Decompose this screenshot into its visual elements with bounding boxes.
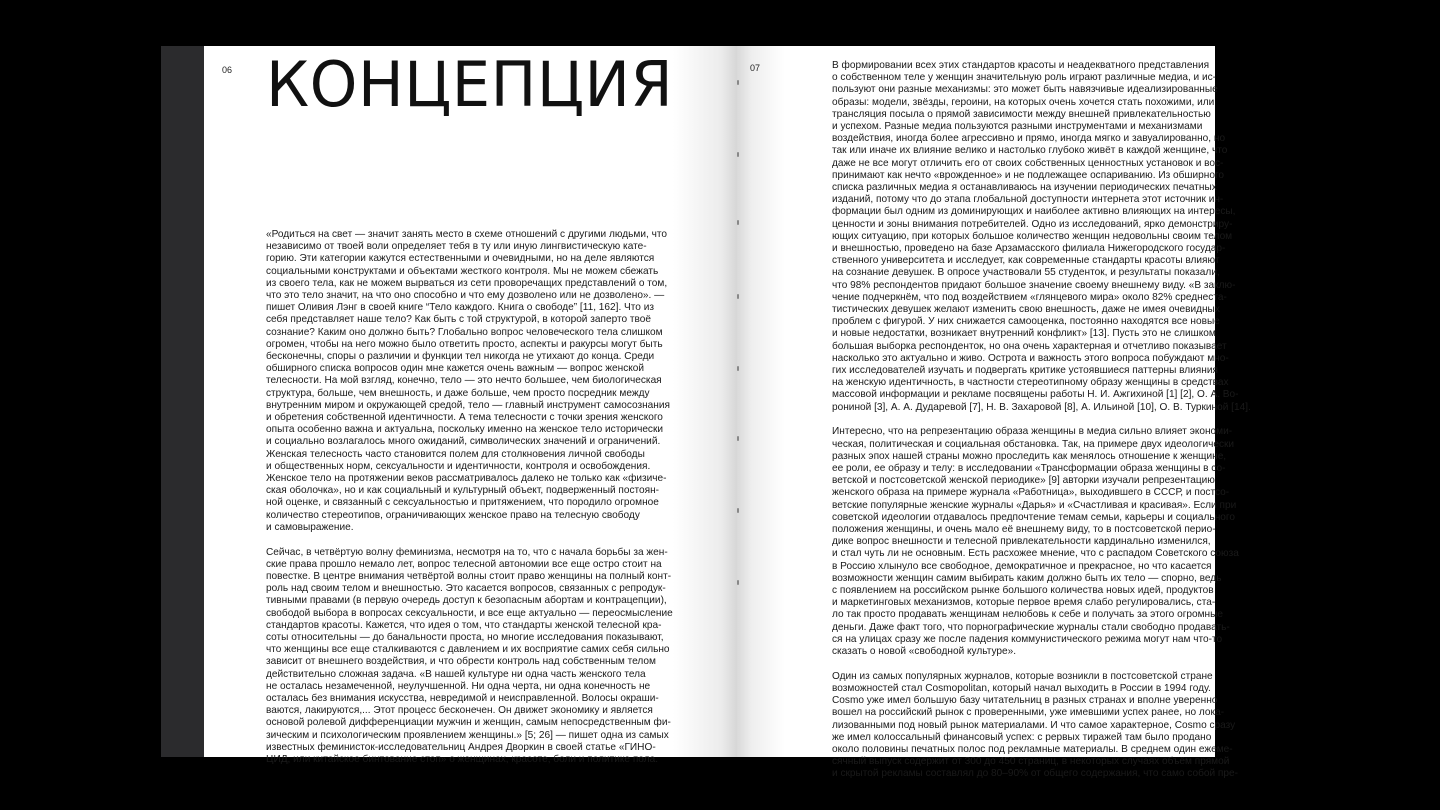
text-line: около половины печатных полос под рекламные материалы. В среднем один ежеме-	[832, 743, 1233, 755]
text-line: ценности и зоны внимания потребителей. Одно из исследований, ярко демонстриру-	[832, 218, 1233, 230]
text-line: Интересно, что на репрезентацию образа женщины в медиа сильно влияет экономи-	[832, 426, 1233, 438]
text-line: Женская телесность часто становится полем для столкновения личной свободы	[266, 448, 645, 460]
text-line: что это тело значит, на что оно способно и что ему дозволено или не дозволено». —	[266, 290, 665, 302]
text-line: лизованными под новый рынок материалами. И что самое характерное, Cosmo сразу	[832, 719, 1236, 731]
text-line: и новые недостатки, возникает внутренний конфликт» [13]. Пусть это не слишком	[832, 328, 1216, 340]
paragraph	[266, 229, 676, 534]
text-line: чение подчеркнём, что под воздействием «глянцевого мира» около 82% среднеста-	[832, 291, 1227, 303]
book-cover-edge	[161, 46, 205, 757]
text-line: сознание? Каким оно должно быть? Глобально вопрос человеческого тела слишком	[266, 326, 663, 338]
text-line: гих исследователей изучать и подвергать критике устоявшиеся паттерны влияния	[832, 365, 1218, 377]
text-line: и скрытой рекламы составлял до 80–90% от общего содержания, что само собой пре-	[832, 768, 1238, 780]
text-line: пишет Оливия Лэнг в своей книге “Тело каждого. Книга о свободе” [11, 162]. Что из	[266, 302, 654, 314]
text-line: ся на улицах сразу же после падения коммунистического режима могут нам что-то	[832, 633, 1223, 645]
text-line: с появлением на российском рынке большого количества новых идей, продуктов	[832, 585, 1214, 597]
text-line: социальными конструктами и объектами жесткого контроля. Мы не можем сбежать	[266, 265, 659, 277]
text-line: сячный выпуск содержит от 300 до 450 страниц, в некоторых случаях объём прямой	[832, 756, 1230, 768]
text-line: осталась без внимания искусства, невредимой и неисправленной. Волосы окраши-	[266, 693, 659, 705]
text-line: на сознание девушек. В опросе участвовали 55 студенток, и результаты показали,	[832, 267, 1220, 279]
text-line: так или иначе их влияние велико и настолько глубоко живёт в каждой женщине, что	[832, 145, 1228, 157]
text-line: Сейчас, в четвёртую волну феминизма, несмотря на то, что с начала борьбы за жен-	[266, 546, 668, 558]
paragraph	[832, 670, 1238, 781]
text-line: и успехом. Разные медиа пользуются разными инструментами и механизмами	[832, 121, 1203, 133]
text-line: вошел на российский рынок с проверенными, уже имевшими успех ранее, но лока-	[832, 707, 1225, 719]
text-line: горию. Эти категории кажутся естественными и очевидными, но на деле являются	[266, 253, 655, 265]
text-line: формации был одним из доминирующих и наиболее активно влияющих на интересы,	[832, 206, 1236, 218]
binding-gutter	[737, 80, 739, 640]
text-line: советской идеологии отдавалось предпочтение темам семьи, карьеры и социального	[832, 511, 1235, 523]
text-line: роль над своим телом и внешностью. Это касается вопросов, связанных с репродук-	[266, 583, 666, 595]
text-line: изданий, потому что до этапа глобальной доступности интернета этот источник ин-	[832, 194, 1224, 206]
right-body-text	[832, 60, 1251, 781]
text-line: ская оболочка», но и как социальный и культурный объект, подверженный постоян-	[266, 485, 660, 497]
paragraph	[832, 60, 1251, 414]
text-line: что 98% респондентов придают большое значение своему внешнему виду. «В заклю-	[832, 279, 1236, 291]
text-line: рониной [3], А. А. Дударевой [7], Н. В. Захаровой [8], А. Ильиной [10], О. В. Туркиной [14].	[832, 401, 1251, 413]
text-line: что женщины все еще сталкиваются с давлением и их восприятие самих себя сильно	[266, 644, 670, 656]
text-line: насколько это актуально и живо. Острота и важность этого вопроса побуждают мно-	[832, 352, 1229, 364]
text-line: Cosmo уже имел большую базу читательниц в разных странах и вполне уверенно	[832, 695, 1218, 707]
text-line: сказать о новой «свободной культуре».	[832, 646, 1017, 658]
text-line: возможности женщин самим выбирать каким должно быть их тело — спорно, ведь	[832, 572, 1222, 584]
text-line: же имел колоссальный финансовый успех: с рервых тиражей там было продано	[832, 731, 1212, 743]
text-line: и обретения собственной идентичности. А тема телесности с точки зрения женского	[266, 412, 663, 424]
text-line: Женское тело на протяжении веков рассматривалось далеко не только как «физиче-	[266, 473, 667, 485]
text-line: ветской и постсоветской женской периодике» [9] авторки изучали репрезентацию	[832, 475, 1215, 487]
text-line: и маркетинговых механизмов, которые первое время слабо регулировались, ста-	[832, 597, 1216, 609]
text-line: телесности. На мой взгляд, конечно, тело — это нечто большее, чем биологическая	[266, 375, 662, 387]
page-title: КОНЦЕПЦИЯ	[266, 48, 674, 121]
text-line: пользуют они разные механизмы: это может быть навязчивые идеализированные	[832, 84, 1218, 96]
text-line: ветские популярные женские журналы «Дарья» и «Счастливая и красивая». Если при	[832, 499, 1237, 511]
page-number-left: 06	[222, 65, 233, 75]
text-line: ческая, политическая и социальная обстановка. Так, на примере двух идеологически	[832, 438, 1235, 450]
text-line: дике вопрос внешности и телесной привлекательности кардинально изменился,	[832, 536, 1211, 548]
text-line: образы: модели, звёзды, героини, на которых очень хочется стать похожими, или	[832, 96, 1215, 108]
text-line: соты относительны — до банальности проста, но многие исследования показывают,	[266, 632, 664, 643]
text-line: ские права прошло немало лет, вопрос телесной автономии все еще остро стоит на	[266, 558, 662, 570]
text-line: основой ролевой дифференциации мужчин и женщин, самым непосредственным фи-	[266, 717, 671, 729]
text-line: огромен, чтобы на него можно было ответить просто, аспекты и ракурсы могут быть	[266, 338, 663, 350]
paragraph-gap	[832, 414, 1208, 427]
text-line: о собственном теле у женщин значительную роль играют различные медиа, и ис-	[832, 72, 1217, 84]
text-line: ваются, лакируются,... Этот процесс бесконечен. Он движет экономику и является	[266, 705, 653, 717]
text-line: не осталась незамеченной, неулучшенной. Ни одна черта, ни одна конечность не	[266, 680, 651, 692]
text-line: тивными правами (в первую очередь доступ к безопасным абортам и контрацепции),	[266, 595, 667, 607]
text-line: и стал чуть ли не основным. Есть расхожее мнение, что с распадом Советского союза	[832, 548, 1239, 560]
text-line: количество стереотипов, ограничивающих женское право на телесную свободу	[266, 509, 640, 521]
text-line: В формировании всех этих стандартов красоты и неадекватного представления	[832, 60, 1210, 71]
text-line: и самовыражение.	[266, 521, 354, 533]
text-line: проблем с фигурой. У них снижается самооценка, постоянно находятся все новые	[832, 316, 1220, 328]
text-line: принимают как нечто «врожденное» и не подлежащее оспариванию. Из обширного	[832, 169, 1225, 181]
text-line: на женскую идентичность, в частности стереотипному образу женщины в средствах	[832, 377, 1229, 389]
text-line: повестке. В центре внимания четвёртой волны стоит право женщины на полный конт-	[266, 570, 672, 582]
text-line: и социально возлагалось много ожиданий, символических значений и ограничений.	[266, 436, 661, 448]
text-line: большая выборка респонденток, но она очень характерная и отчетливо показывает	[832, 340, 1227, 352]
text-line: воздействия, иногда более агрессивно и прямо, иногда мягко и завуалированно, но	[832, 133, 1226, 145]
text-line: себя представляет наше тело? Как быть с той структурой, в которой заперто твоё	[266, 314, 651, 326]
paragraph-gap	[832, 658, 1208, 671]
text-line: даже не все могут отличить его от своих собственных ценностных установок и вос-	[832, 157, 1224, 169]
text-line: бесконечны, споры о различии и функции тел никогда не утихают до конца. Среди	[266, 351, 655, 363]
text-line: опыта особенно важна и актуальна, поскольку именно на женское тело исторически	[266, 424, 664, 436]
text-line: ло так просто продавать женщинам нелюбовь к себе и получать за этого огромные	[832, 609, 1223, 621]
text-line: независимо от твоей воли определяет тебя в ту или иную лингвистическую кате-	[266, 241, 647, 253]
text-line: из своего тела, как не можем вырваться из сети проворечащих представлений о том,	[266, 277, 668, 289]
paragraph	[266, 547, 676, 767]
text-line: Один из самых популярных журналов, которые возникли в постсоветской стране	[832, 670, 1213, 682]
text-line: в Россию хлынуло все свободное, демократичное и прекрасное, но что касается	[832, 560, 1212, 572]
text-line: ющих ситуацию, при которых большое количество женщин недовольны своим телом	[832, 230, 1233, 242]
text-line: свободой выбора в вопросах сексуальности, и все еще актуально — переосмысление	[266, 607, 673, 619]
text-line: положения женщины, и очень мало её внешнему виду, то в постсоветской перио-	[832, 524, 1216, 536]
text-line: известных феминисток-исследовательниц Андрея Дворкин в своей статье «ГИНО-	[266, 741, 656, 753]
text-line: обширного списка вопросов один мне кажется очень важным — вопрос женской	[266, 363, 645, 375]
text-line: трансляция посыла о прямой зависимости между внешней привлекательностью	[832, 108, 1211, 120]
left-body-text	[266, 229, 676, 766]
text-line: внутренним миром и окружающей средой, тело — главный инструмент самосознания	[266, 399, 670, 411]
paragraph	[832, 426, 1239, 658]
text-line: ственного университета и исследует, как современные стандарты красоты влияют	[832, 255, 1220, 267]
text-line: действительно сложная задача. «В нашей культуре ни одна часть женского тела	[266, 668, 646, 680]
text-line: и внешностью, проведено на базе Арзамасского филиала Нижегородского государ-	[832, 243, 1226, 255]
text-line: и общественных норм, сексуальности и идентичности, контроля и освобождения.	[266, 460, 651, 472]
text-line: зависит от внешнего воздействия, и что обрести контроль над собственным телом	[266, 656, 656, 668]
text-line: ее роли, ее образу и телу: в исследовании «Трансформации образа женщины в со-	[832, 463, 1226, 474]
text-line: стандартов красоты. Кажется, что идея о том, что стандарты женской телесной кра-	[266, 619, 662, 631]
text-line: ной оценке, и связанный с сексуальностью и притяжением, что породило огромное	[266, 497, 659, 509]
text-line: тистических девушек желают изменить свою внешность, даже не имея очевидных	[832, 304, 1220, 316]
page-number-right: 07	[750, 63, 761, 73]
text-line: структура, больше, чем внешность, и даже больше, чем просто посредник между	[266, 387, 650, 399]
text-line: зическим и психологическим проявлением женщины.» [5; 26] — пишет одна из самых	[266, 729, 669, 741]
text-line: возможностей стал Cosmopolitan, который начал выходить в России в 1994 году.	[832, 682, 1211, 694]
text-line: женского образа на примере журнала «Работница», выходившего в СССР, и постсо-	[832, 487, 1230, 499]
text-line: списка различных медиа я останавливаюсь на изучении периодических печатных	[832, 182, 1217, 194]
text-line: массовой информации и рекламе посвящены работы Н. И. Ажгихиной [1] [2], О. А. Во-	[832, 389, 1239, 401]
paragraph-gap	[266, 534, 676, 547]
text-line: разных эпох нашей страны можно проследить как менялось отношение к женщине,	[832, 450, 1227, 462]
text-line: ЦИД, или китайское бинтование стоп» о женщинах, красоте, боли и политике пола.	[266, 754, 659, 766]
text-line: деньги. Даже факт того, что порнографические журналы стали свободно продавать-	[832, 621, 1230, 633]
text-line: «Родиться на свет — значит занять место в схеме отношений с другими людьми, что	[266, 229, 667, 240]
